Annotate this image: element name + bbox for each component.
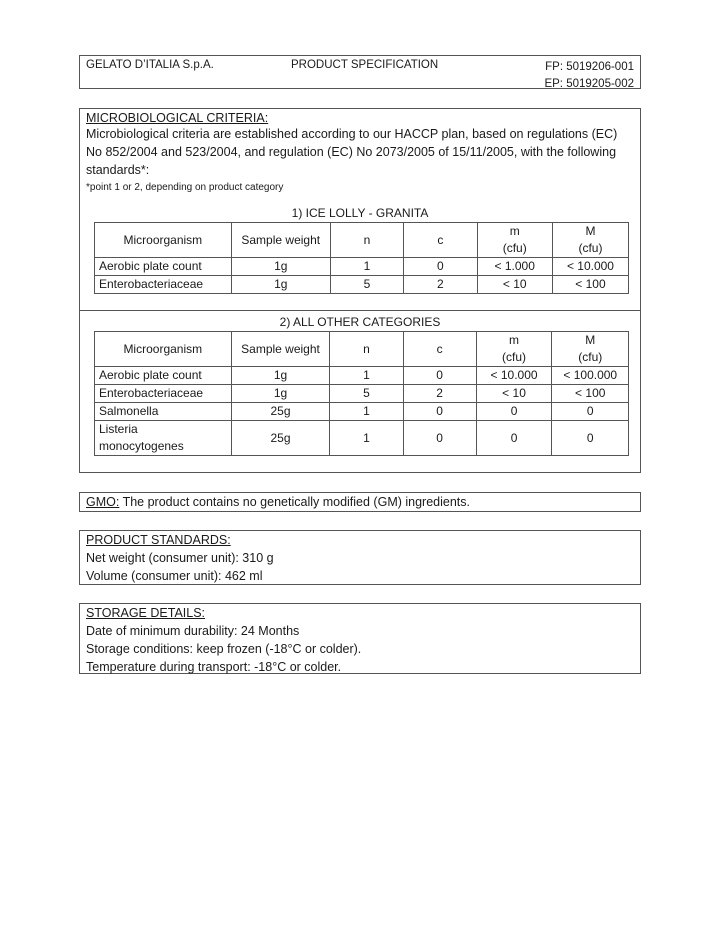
- criteria-note: *point 1 or 2, depending on product category: [86, 182, 284, 193]
- n-cell: 1: [330, 258, 403, 276]
- M-cell: < 100: [552, 276, 628, 294]
- gmo-text: The product contains no genetically modified (GM) ingredients.: [122, 495, 470, 509]
- header-c: c: [403, 332, 476, 367]
- company-name: GELATO D’ITALIA S.p.A.: [86, 59, 214, 71]
- table-row: [95, 258, 629, 276]
- section-title: MICROBIOLOGICAL CRITERIA:: [86, 111, 269, 125]
- organism-cell: Enterobacteriaceae: [95, 276, 232, 294]
- organism-cell: Enterobacteriaceae: [95, 385, 232, 403]
- storage-details-section: [79, 603, 641, 674]
- durability-line: Date of minimum durability: 24 Months: [86, 624, 300, 638]
- header-n: n: [330, 223, 403, 258]
- c-cell: 0: [403, 367, 476, 385]
- m-cell: < 1.000: [477, 258, 552, 276]
- n-cell: 1: [330, 403, 403, 421]
- product-standards-section: [79, 530, 641, 585]
- m-cell: 0: [476, 403, 552, 421]
- table-row: [95, 403, 629, 421]
- header-n: n: [330, 332, 403, 367]
- header-M: M: [552, 332, 629, 350]
- category-1-table: [94, 222, 629, 294]
- net-weight-line: Net weight (consumer unit): 310 g: [86, 551, 274, 565]
- weight-cell: 1g: [231, 258, 330, 276]
- organism-cell: Aerobic plate count: [95, 367, 232, 385]
- ep-code: EP: 5019205-002: [544, 78, 634, 90]
- standards-title: PRODUCT STANDARDS:: [86, 533, 231, 547]
- table-row: [95, 367, 629, 385]
- organism-cell: Salmonella: [95, 403, 232, 421]
- table-row: [95, 385, 629, 403]
- n-cell: 1: [330, 367, 403, 385]
- fp-code: FP: 5019206-001: [545, 61, 634, 73]
- m-cell: 0: [476, 421, 552, 456]
- header-weight: Sample weight: [231, 223, 330, 258]
- c-cell: 0: [403, 403, 476, 421]
- header-weight: Sample weight: [231, 332, 330, 367]
- volume-line: Volume (consumer unit): 462 ml: [86, 569, 263, 583]
- n-cell: 1: [330, 421, 403, 456]
- header-organism: Microorganism: [95, 223, 232, 258]
- gmo-title: GMO:: [86, 495, 120, 509]
- header-M-unit: (cfu): [552, 240, 628, 258]
- table-header-row: [95, 223, 629, 241]
- c-cell: 0: [403, 421, 476, 456]
- header-m: m: [477, 223, 552, 241]
- M-cell: 0: [552, 403, 629, 421]
- M-cell: < 100: [552, 385, 629, 403]
- m-cell: < 10: [476, 385, 552, 403]
- microbiological-criteria-section: [79, 108, 641, 473]
- M-cell: < 10.000: [552, 258, 628, 276]
- gmo-section: [79, 492, 641, 512]
- c-cell: 2: [404, 276, 477, 294]
- category-2-table: [94, 331, 629, 456]
- document-header: [79, 55, 641, 89]
- m-cell: < 10: [477, 276, 552, 294]
- category-2-title: 2) ALL OTHER CATEGORIES: [279, 315, 441, 329]
- document-title: PRODUCT SPECIFICATION: [291, 59, 439, 71]
- n-cell: 5: [330, 276, 403, 294]
- organism-line-2: monocytogenes: [99, 439, 184, 453]
- c-cell: 0: [404, 258, 477, 276]
- m-cell: < 10.000: [476, 367, 552, 385]
- weight-cell: 1g: [231, 367, 330, 385]
- transport-temperature-line: Temperature during transport: -18°C or colder.: [86, 660, 342, 674]
- organism-cell: Aerobic plate count: [95, 258, 232, 276]
- weight-cell: 25g: [231, 403, 330, 421]
- category-divider: [80, 310, 640, 311]
- M-cell: 0: [552, 421, 629, 456]
- header-organism: Microorganism: [95, 332, 232, 367]
- weight-cell: 25g: [231, 421, 330, 456]
- header-m-unit: (cfu): [477, 240, 552, 258]
- organism-cell: [95, 421, 232, 456]
- header-m-unit: (cfu): [476, 349, 552, 367]
- header-M-unit: (cfu): [552, 349, 629, 367]
- table-row: [95, 276, 629, 294]
- criteria-text: Microbiological criteria are established according to our HACCP plan, based on regulations (EC) No 852/2004 and 523/2004, and regulation (EC) No 2073/2005 of 15/11/2005, with the following standards*:: [86, 127, 618, 177]
- header-m: m: [476, 332, 552, 350]
- document-codes: [544, 59, 634, 93]
- table-header-row: [95, 332, 629, 350]
- weight-cell: 1g: [231, 276, 330, 294]
- header-M: M: [552, 223, 628, 241]
- header-c: c: [404, 223, 477, 258]
- storage-title: STORAGE DETAILS:: [86, 606, 206, 620]
- c-cell: 2: [403, 385, 476, 403]
- category-1-title: 1) ICE LOLLY - GRANITA: [291, 206, 429, 220]
- M-cell: < 100.000: [552, 367, 629, 385]
- table-row: [95, 421, 629, 456]
- n-cell: 5: [330, 385, 403, 403]
- organism-line-1: Listeria: [99, 422, 138, 436]
- weight-cell: 1g: [231, 385, 330, 403]
- storage-conditions-line: Storage conditions: keep frozen (-18°C or colder).: [86, 642, 362, 656]
